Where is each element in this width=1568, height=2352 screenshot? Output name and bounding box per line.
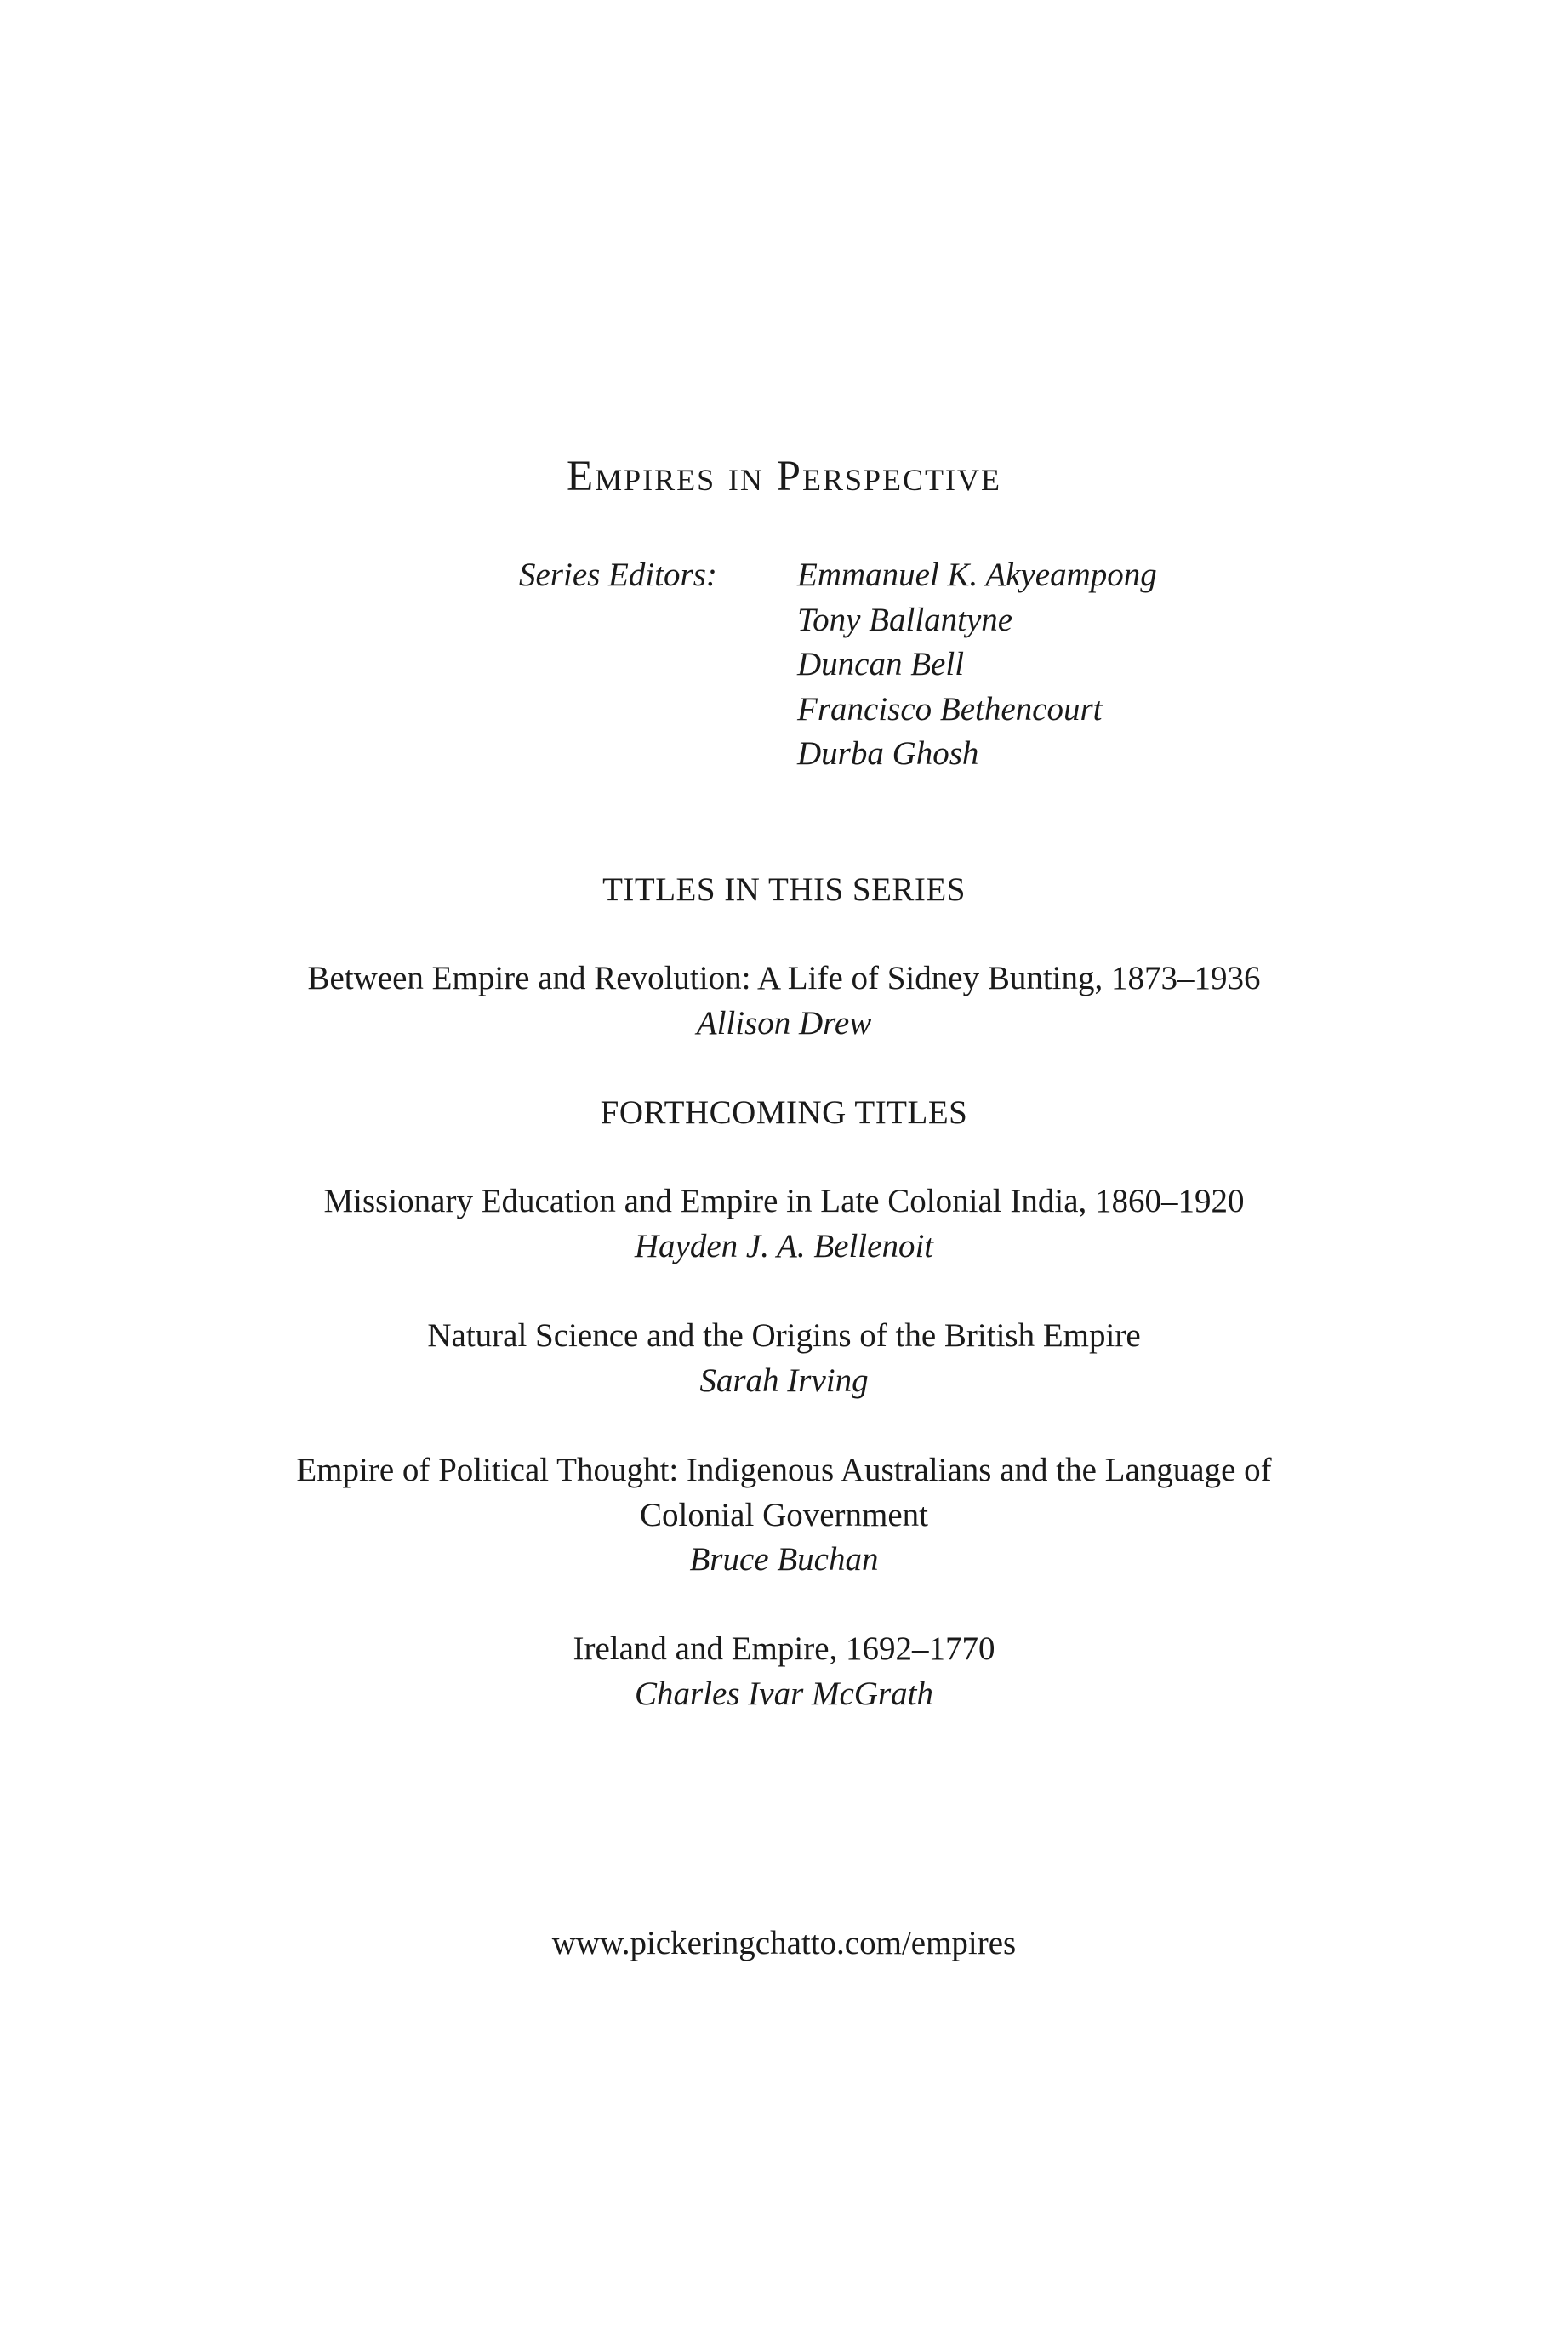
series-editors-label: Series Editors: [519, 557, 717, 593]
series-editors-list [797, 553, 1157, 777]
forthcoming-entry [255, 1179, 1313, 1269]
book-author: Allison Drew [696, 1004, 872, 1042]
title-entry [255, 956, 1313, 1046]
book-title: Ireland and Empire, 1692–1770 [573, 1630, 995, 1667]
forthcoming-entry [255, 1627, 1313, 1716]
book-author: Charles Ivar McGrath [635, 1675, 933, 1712]
editor-name: Emmanuel K. Akyeampong [797, 557, 1157, 593]
book-title: Missionary Education and Empire in Late Colonial India, 1860–1920 [323, 1183, 1245, 1219]
book-author: Bruce Buchan [689, 1541, 879, 1578]
series-editors [519, 553, 1285, 783]
book-author: Sarah Irving [699, 1362, 869, 1399]
forthcoming-entry [255, 1314, 1313, 1403]
editor-name: Francisco Bethencourt [797, 690, 1103, 728]
book-title: Natural Science and the Origins of the British Empire [427, 1317, 1141, 1354]
forthcoming-entry [255, 1448, 1313, 1583]
book-author: Hayden J. A. Bellenoit [634, 1227, 934, 1264]
editor-name: Durba Ghosh [797, 735, 979, 772]
series-title: Empires in Perspective [566, 453, 1002, 500]
titles-heading: TITLES IN THIS SERIES [602, 871, 966, 908]
website-url[interactable]: www.pickeringchatto.com/empires [551, 1925, 1017, 1961]
book-title-line: Colonial Government [639, 1496, 929, 1533]
book-title: Between Empire and Revolution: A Life of Sidney Bunting, 1873–1936 [307, 960, 1261, 996]
book-title-line: Empire of Political Thought: Indigenous Australians and the Language of [296, 1452, 1272, 1488]
editor-name: Duncan Bell [797, 646, 965, 682]
forthcoming-heading: FORTHCOMING TITLES [600, 1094, 968, 1131]
editor-name: Tony Ballantyne [797, 601, 1013, 638]
